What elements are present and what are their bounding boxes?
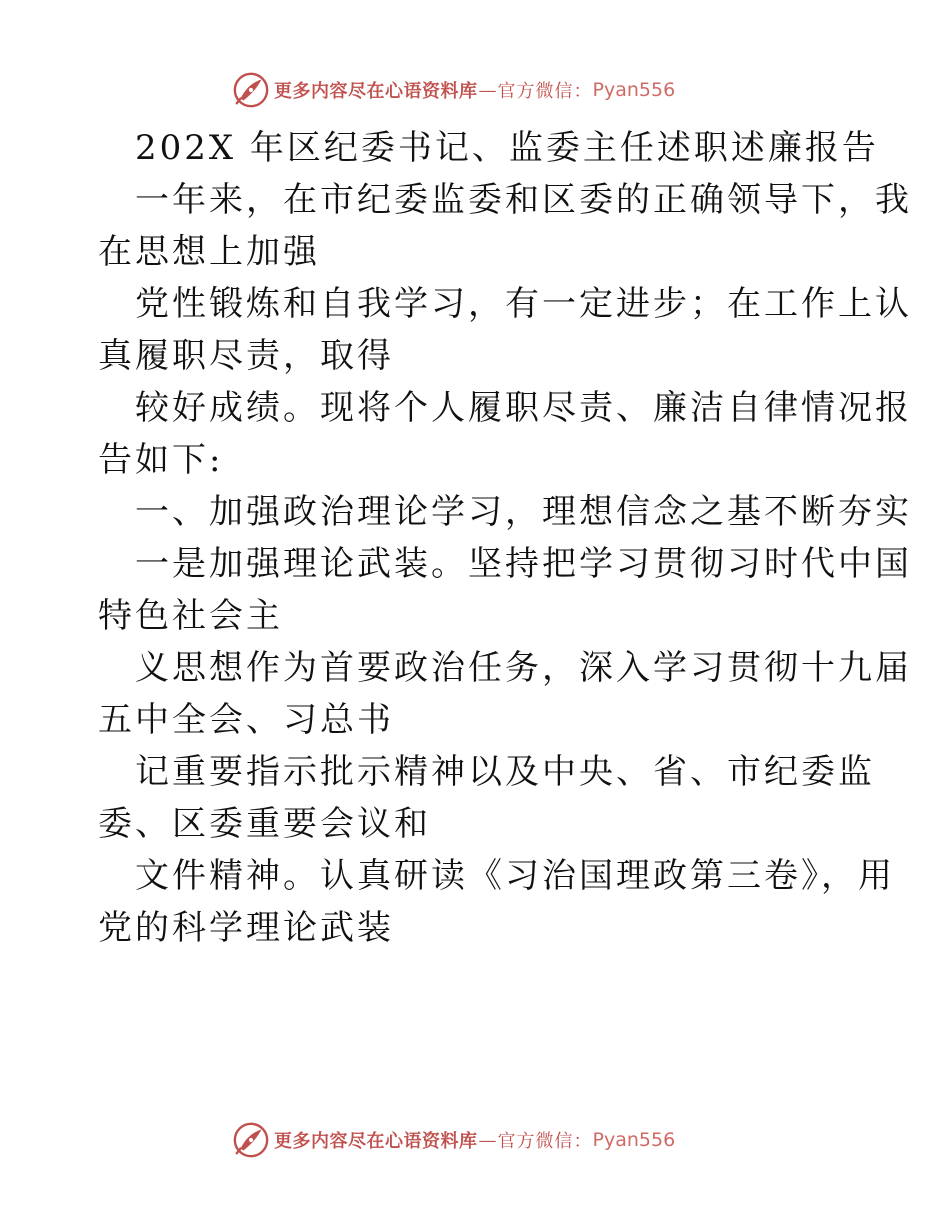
pen-logo-icon [232, 71, 270, 109]
text-line: 记重要指示批示精神以及中央、省、市纪委监 [135, 752, 875, 792]
section-heading: 一、加强政治理论学习，理想信念之基不断夯实 [135, 492, 912, 532]
watermark-wechat-label: 官方微信： [497, 81, 593, 102]
watermark-site-text: 更多内容尽在心语资料库 [274, 1131, 478, 1152]
text-line: 真履职尽责，取得 [98, 336, 394, 376]
text-line: 党性锻炼和自我学习，有一定进步；在工作上认 [135, 284, 912, 324]
text-line: 党的科学理论武装 [98, 908, 394, 948]
text-line: 五中全会、习总书 [98, 700, 394, 740]
watermark-wechat-handle: Pyan556 [592, 1129, 676, 1151]
document-title: 202X 年区纪委书记、监委主任述职述廉报告 [135, 128, 879, 168]
text-line: 委、区委重要会议和 [98, 804, 431, 844]
watermark-wechat-handle: Pyan556 [592, 79, 676, 101]
text-line: 较好成绩。现将个人履职尽责、廉洁自律情况报 [135, 388, 912, 428]
text-line: 一年来，在市纪委监委和区委的正确领导下，我 [135, 180, 912, 220]
watermark-site-text: 更多内容尽在心语资料库 [274, 81, 478, 102]
watermark-dash: — [478, 79, 497, 101]
text-line: 在思想上加强 [98, 232, 320, 272]
footer-watermark [232, 1120, 675, 1160]
text-line: 一是加强理论武装。坚持把学习贯彻习时代中国 [135, 544, 912, 584]
watermark-dash: — [478, 1129, 497, 1151]
watermark-wechat-label: 官方微信： [497, 1131, 593, 1152]
header-watermark [232, 70, 675, 110]
text-line: 文件精神。认真研读《习治国理政第三卷》，用 [135, 856, 895, 896]
text-line: 义思想作为首要政治任务，深入学习贯彻十九届 [135, 648, 912, 688]
document-body [98, 122, 912, 954]
pen-logo-icon [232, 1121, 270, 1159]
text-line: 特色社会主 [98, 596, 283, 636]
text-line: 告如下: [98, 440, 224, 480]
